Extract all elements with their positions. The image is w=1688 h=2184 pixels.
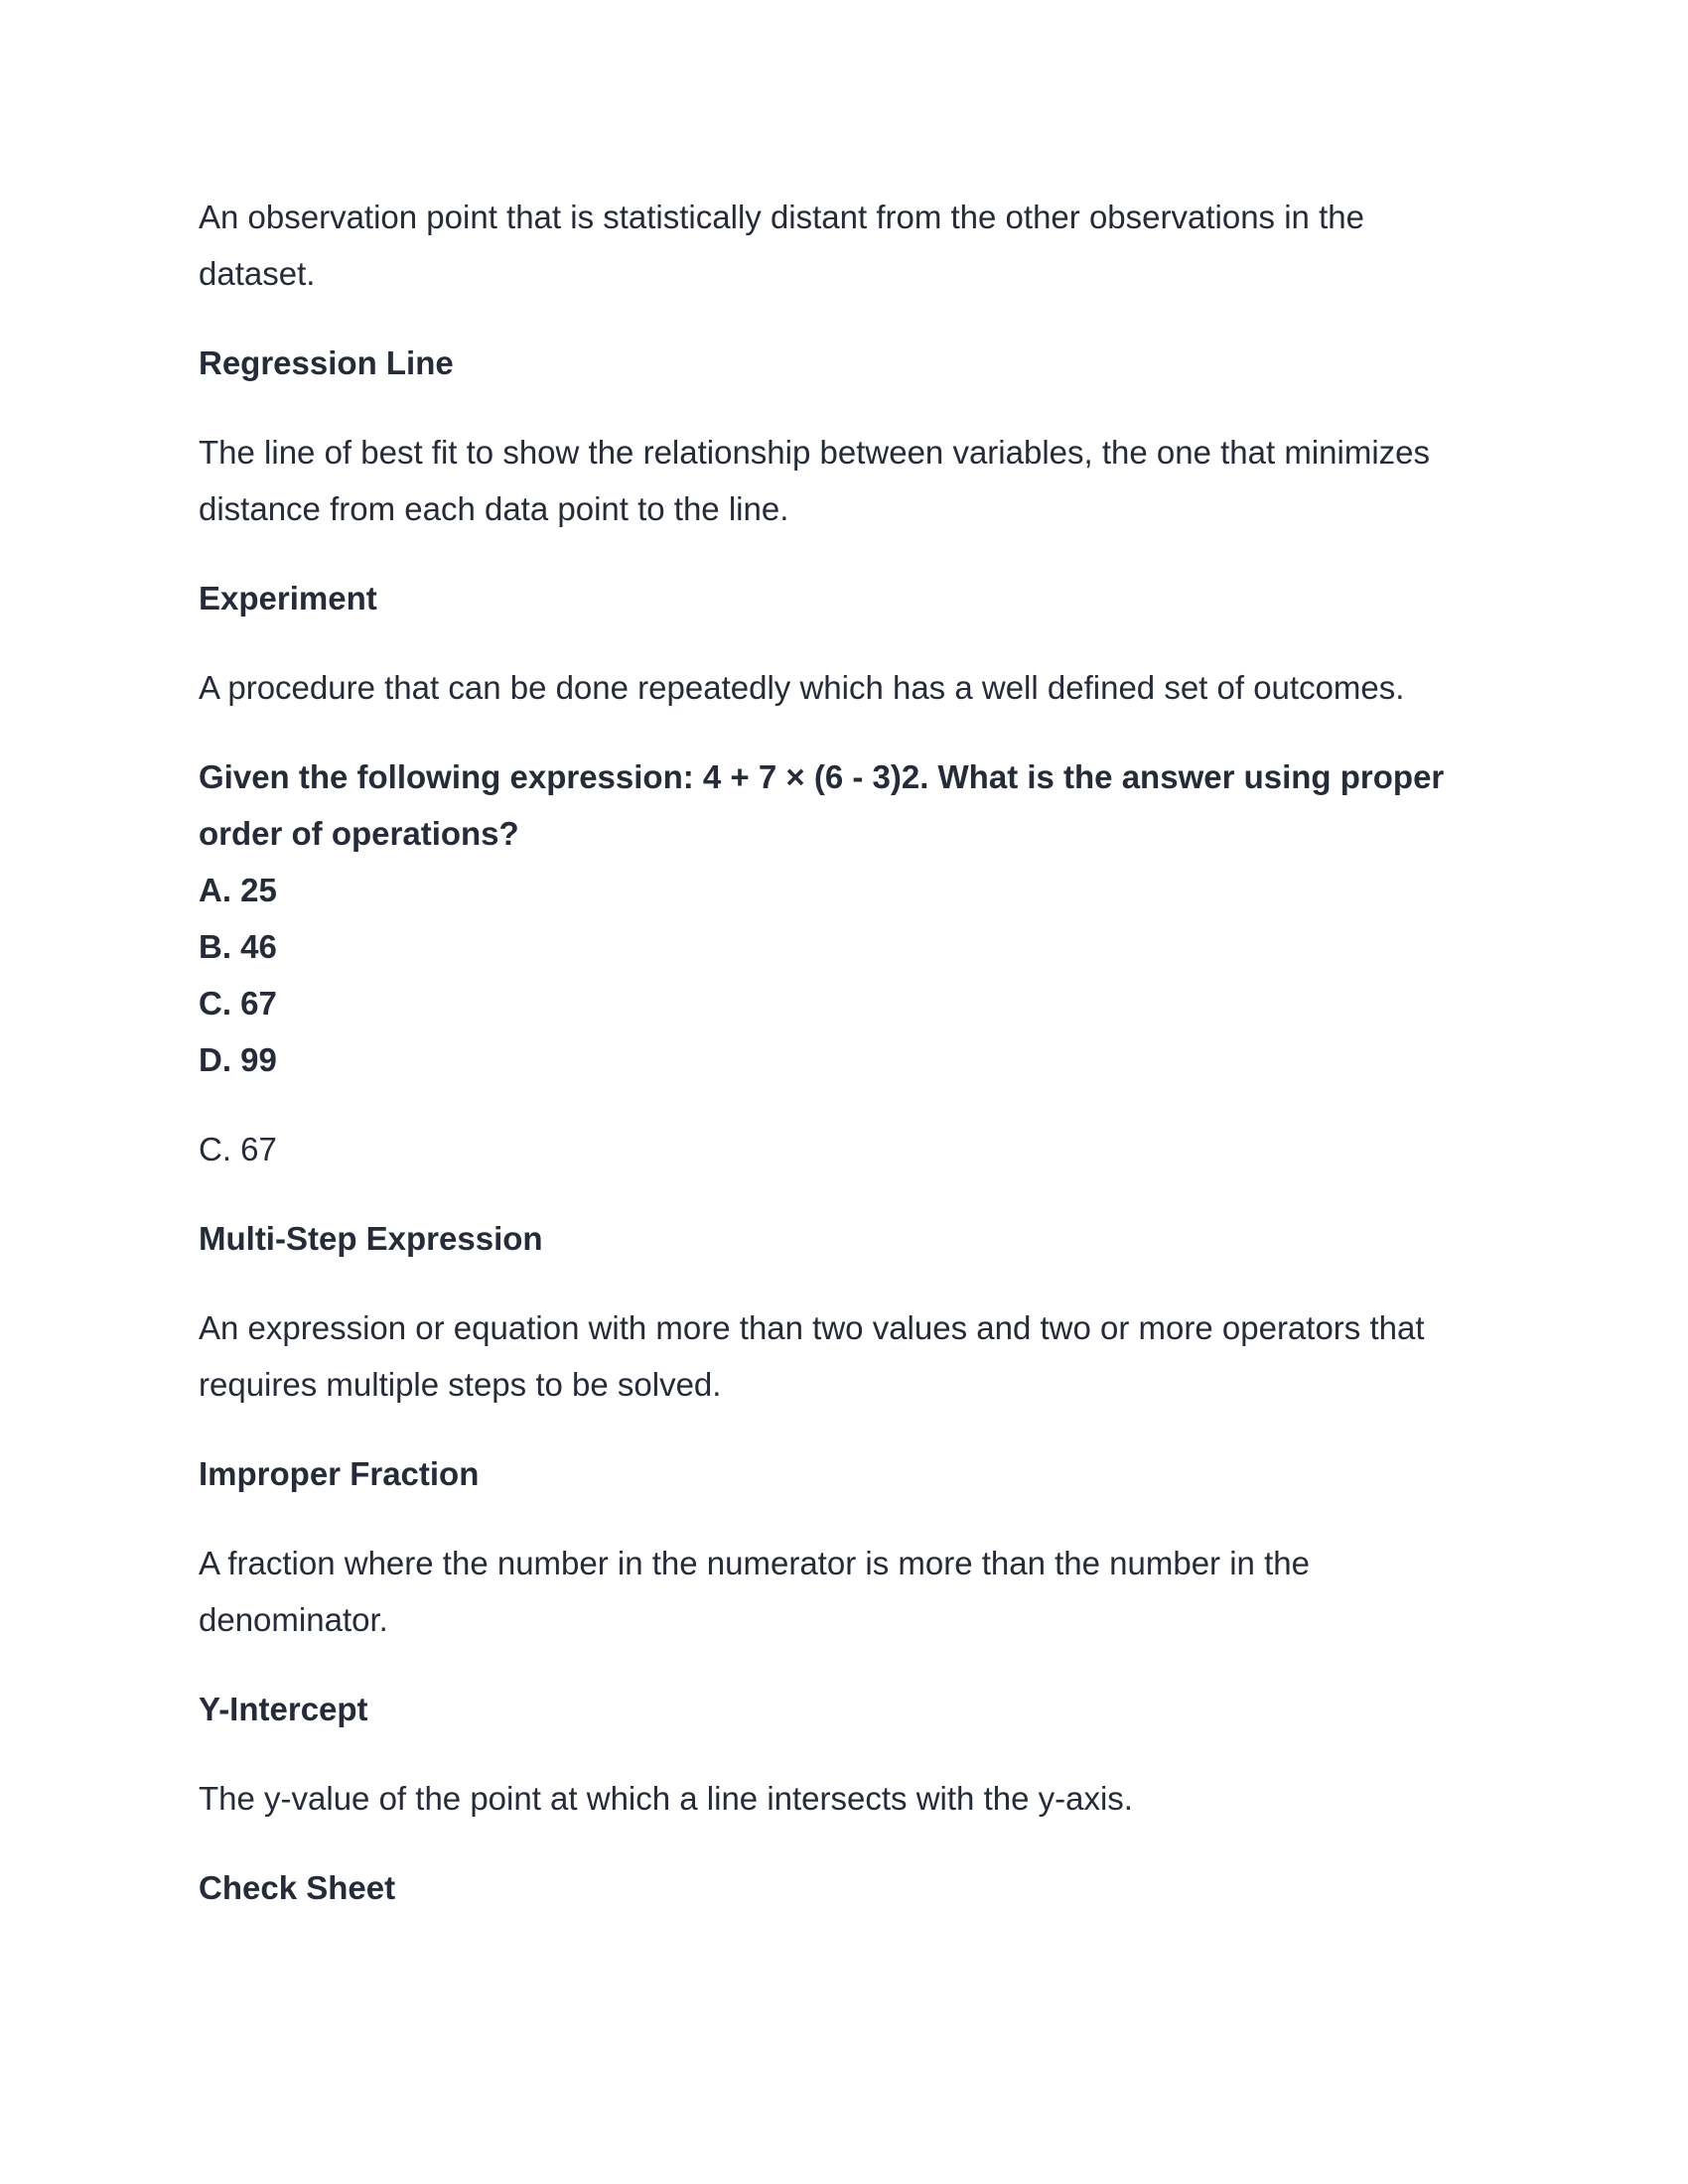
definition-improper-fraction: A fraction where the number in the numerator is more than the number in the denominator. <box>199 1545 1310 1638</box>
question-prompt: Given the following expression: 4 + 7 × (6 - 3)2. What is the answer using proper order of operations? <box>199 758 1445 852</box>
outlier-definition: An observation point that is statistically distant from the other observations in the dataset. <box>199 199 1364 292</box>
option-c: C. 67 <box>199 985 277 1022</box>
definition-experiment: A procedure that can be done repeatedly which has a well defined set of outcomes. <box>199 669 1405 706</box>
definition-regression-line: The line of best fit to show the relationship between variables, the one that minimizes distance from each data point to the line. <box>199 434 1431 527</box>
option-a: A. 25 <box>199 872 277 908</box>
definition-y-intercept: The y-value of the point at which a line intersects with the y-axis. <box>199 1780 1133 1817</box>
option-b: B. 46 <box>199 928 277 965</box>
term-multi-step-expression: Multi-Step Expression <box>199 1220 543 1257</box>
term-check-sheet: Check Sheet <box>199 1869 396 1906</box>
question-answer: C. 67 <box>199 1131 277 1167</box>
option-d: D. 99 <box>199 1041 277 1078</box>
document-page <box>199 189 1489 1949</box>
term-improper-fraction: Improper Fraction <box>199 1455 480 1492</box>
term-regression-line: Regression Line <box>199 344 454 381</box>
answer-options <box>199 862 1489 1088</box>
term-y-intercept: Y-Intercept <box>199 1691 368 1727</box>
term-experiment: Experiment <box>199 580 377 616</box>
definition-multi-step-expression: An expression or equation with more than two values and two or more operators that requires multiple steps to be solved. <box>199 1309 1425 1403</box>
